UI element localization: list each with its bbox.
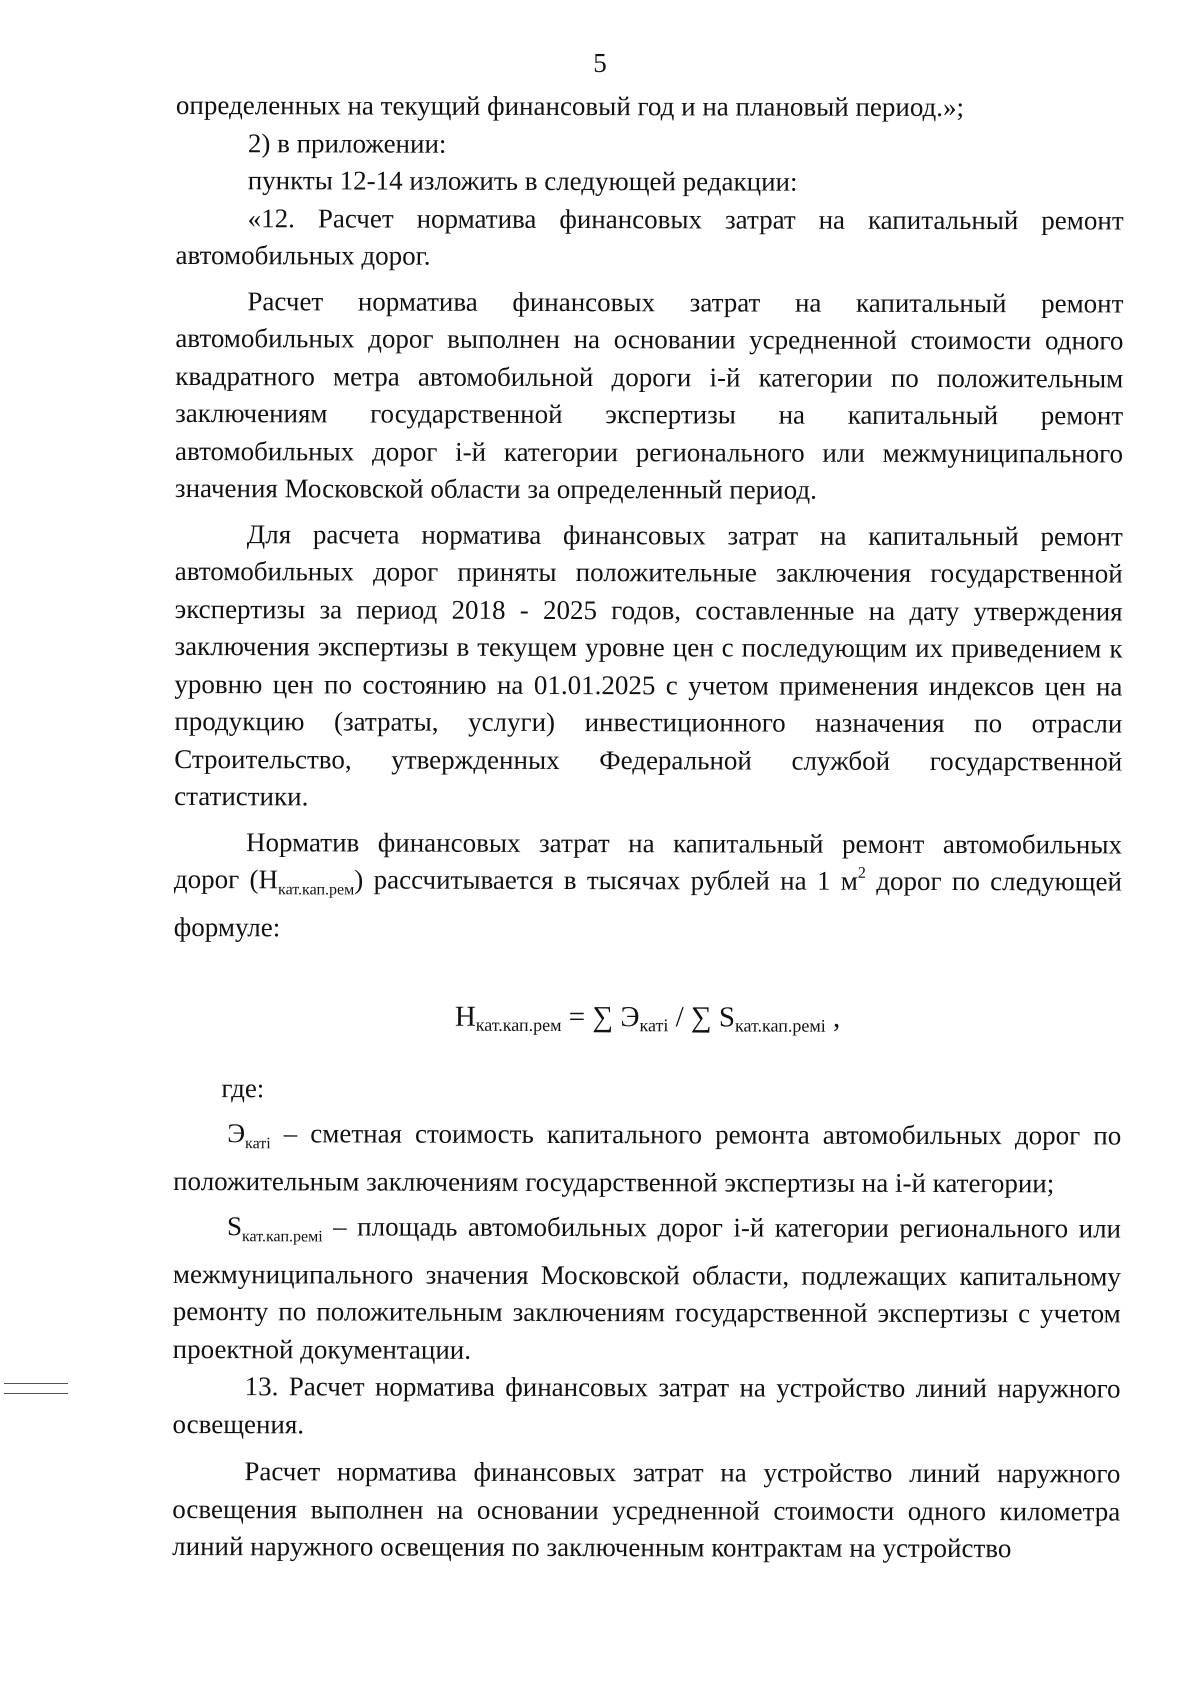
paragraph-items-intro: пункты 12-14 изложить в следующей редакции: xyxy=(247,165,798,197)
paragraph-appendix: 2) в приложении: xyxy=(247,127,447,159)
paragraph-item-13-basis: Расчет норматива финансовых затрат на устройство линий наружного освещения выполнен на основании усредненной стоимости одного километра линий наружного освещения по заключенным контрактам на устройство xyxy=(172,1456,1121,1564)
paragraph-item-12-basis: Расчет норматива финансовых затрат на капитальный ремонт автомобильных дорог выполнен на основании усредненной стоимости одного квадратного метра автомобильной дороги i-й категории по положительным заключениям государственной экспертизы на капитальный ремонт автомобильных дорог i-й категории регионального или межмуниципального значения Московской области за определенный период. xyxy=(174,285,1124,505)
paragraph-where: где: xyxy=(221,1072,265,1103)
definition-estimated-cost: $Э_{катi}$ – сметная стоимость капитального ремонта автомобильных дорог по положительным заключениям государственной экспертизы на i-й категории; xyxy=(173,1118,1122,1198)
paragraph-normative-definition: Норматив финансовых затрат на капитальный ремонт автомобильных дорог $(Н_{кат.кап.рем})$ рассчитывается в тысячах рублей на 1 $м^2$ дорог по следующей формуле: xyxy=(173,826,1123,942)
margin-mark-top xyxy=(4,1383,68,1384)
margin-mark-bottom xyxy=(4,1393,68,1394)
formula: $Н_{кат.кап.рем}$ = ∑ $Э_{катi}$ / ∑ $S_{кат.кап.ремi}$ , xyxy=(454,1000,841,1036)
page-number: 5 xyxy=(593,48,607,78)
paragraph-item-13-heading: 13. Расчет норматива финансовых затрат на устройство линий наружного освещения. xyxy=(172,1371,1121,1439)
paragraph-item-12-period: Для расчета норматива финансовых затрат на капитальный ремонт автомобильных дорог приняты положительные заключения государственной экспертизы за период 2018 - 2025 годов, составленные на дату утверждения заключения экспертизы в текущем уровне цен с последующим их приведением к уровню цен по состоянию на 01.01.2025 с учетом применения индексов цен на продукцию (затраты, услуги) инвестиционного назначения по отрасли Строительство, утвержденных Федеральной службой государственной статистики. xyxy=(174,518,1123,812)
document-body xyxy=(172,87,1124,1568)
paragraph-item-12-heading: «12. Расчет норматива финансовых затрат на капитальный ремонт автомобильных дорог. xyxy=(175,202,1124,271)
definition-road-area: $S_{кат.кап.ремi}$ – площадь автомобильных дорог i-й категории регионального или межмуниципального значения Московской области, подлежащих капитальному ремонту по положительным заключениям государственной экспертизы с учетом проектной документации. xyxy=(172,1211,1122,1365)
paragraph-continuation: определенных на текущий финансовый год и на плановый период.»; xyxy=(175,89,965,123)
